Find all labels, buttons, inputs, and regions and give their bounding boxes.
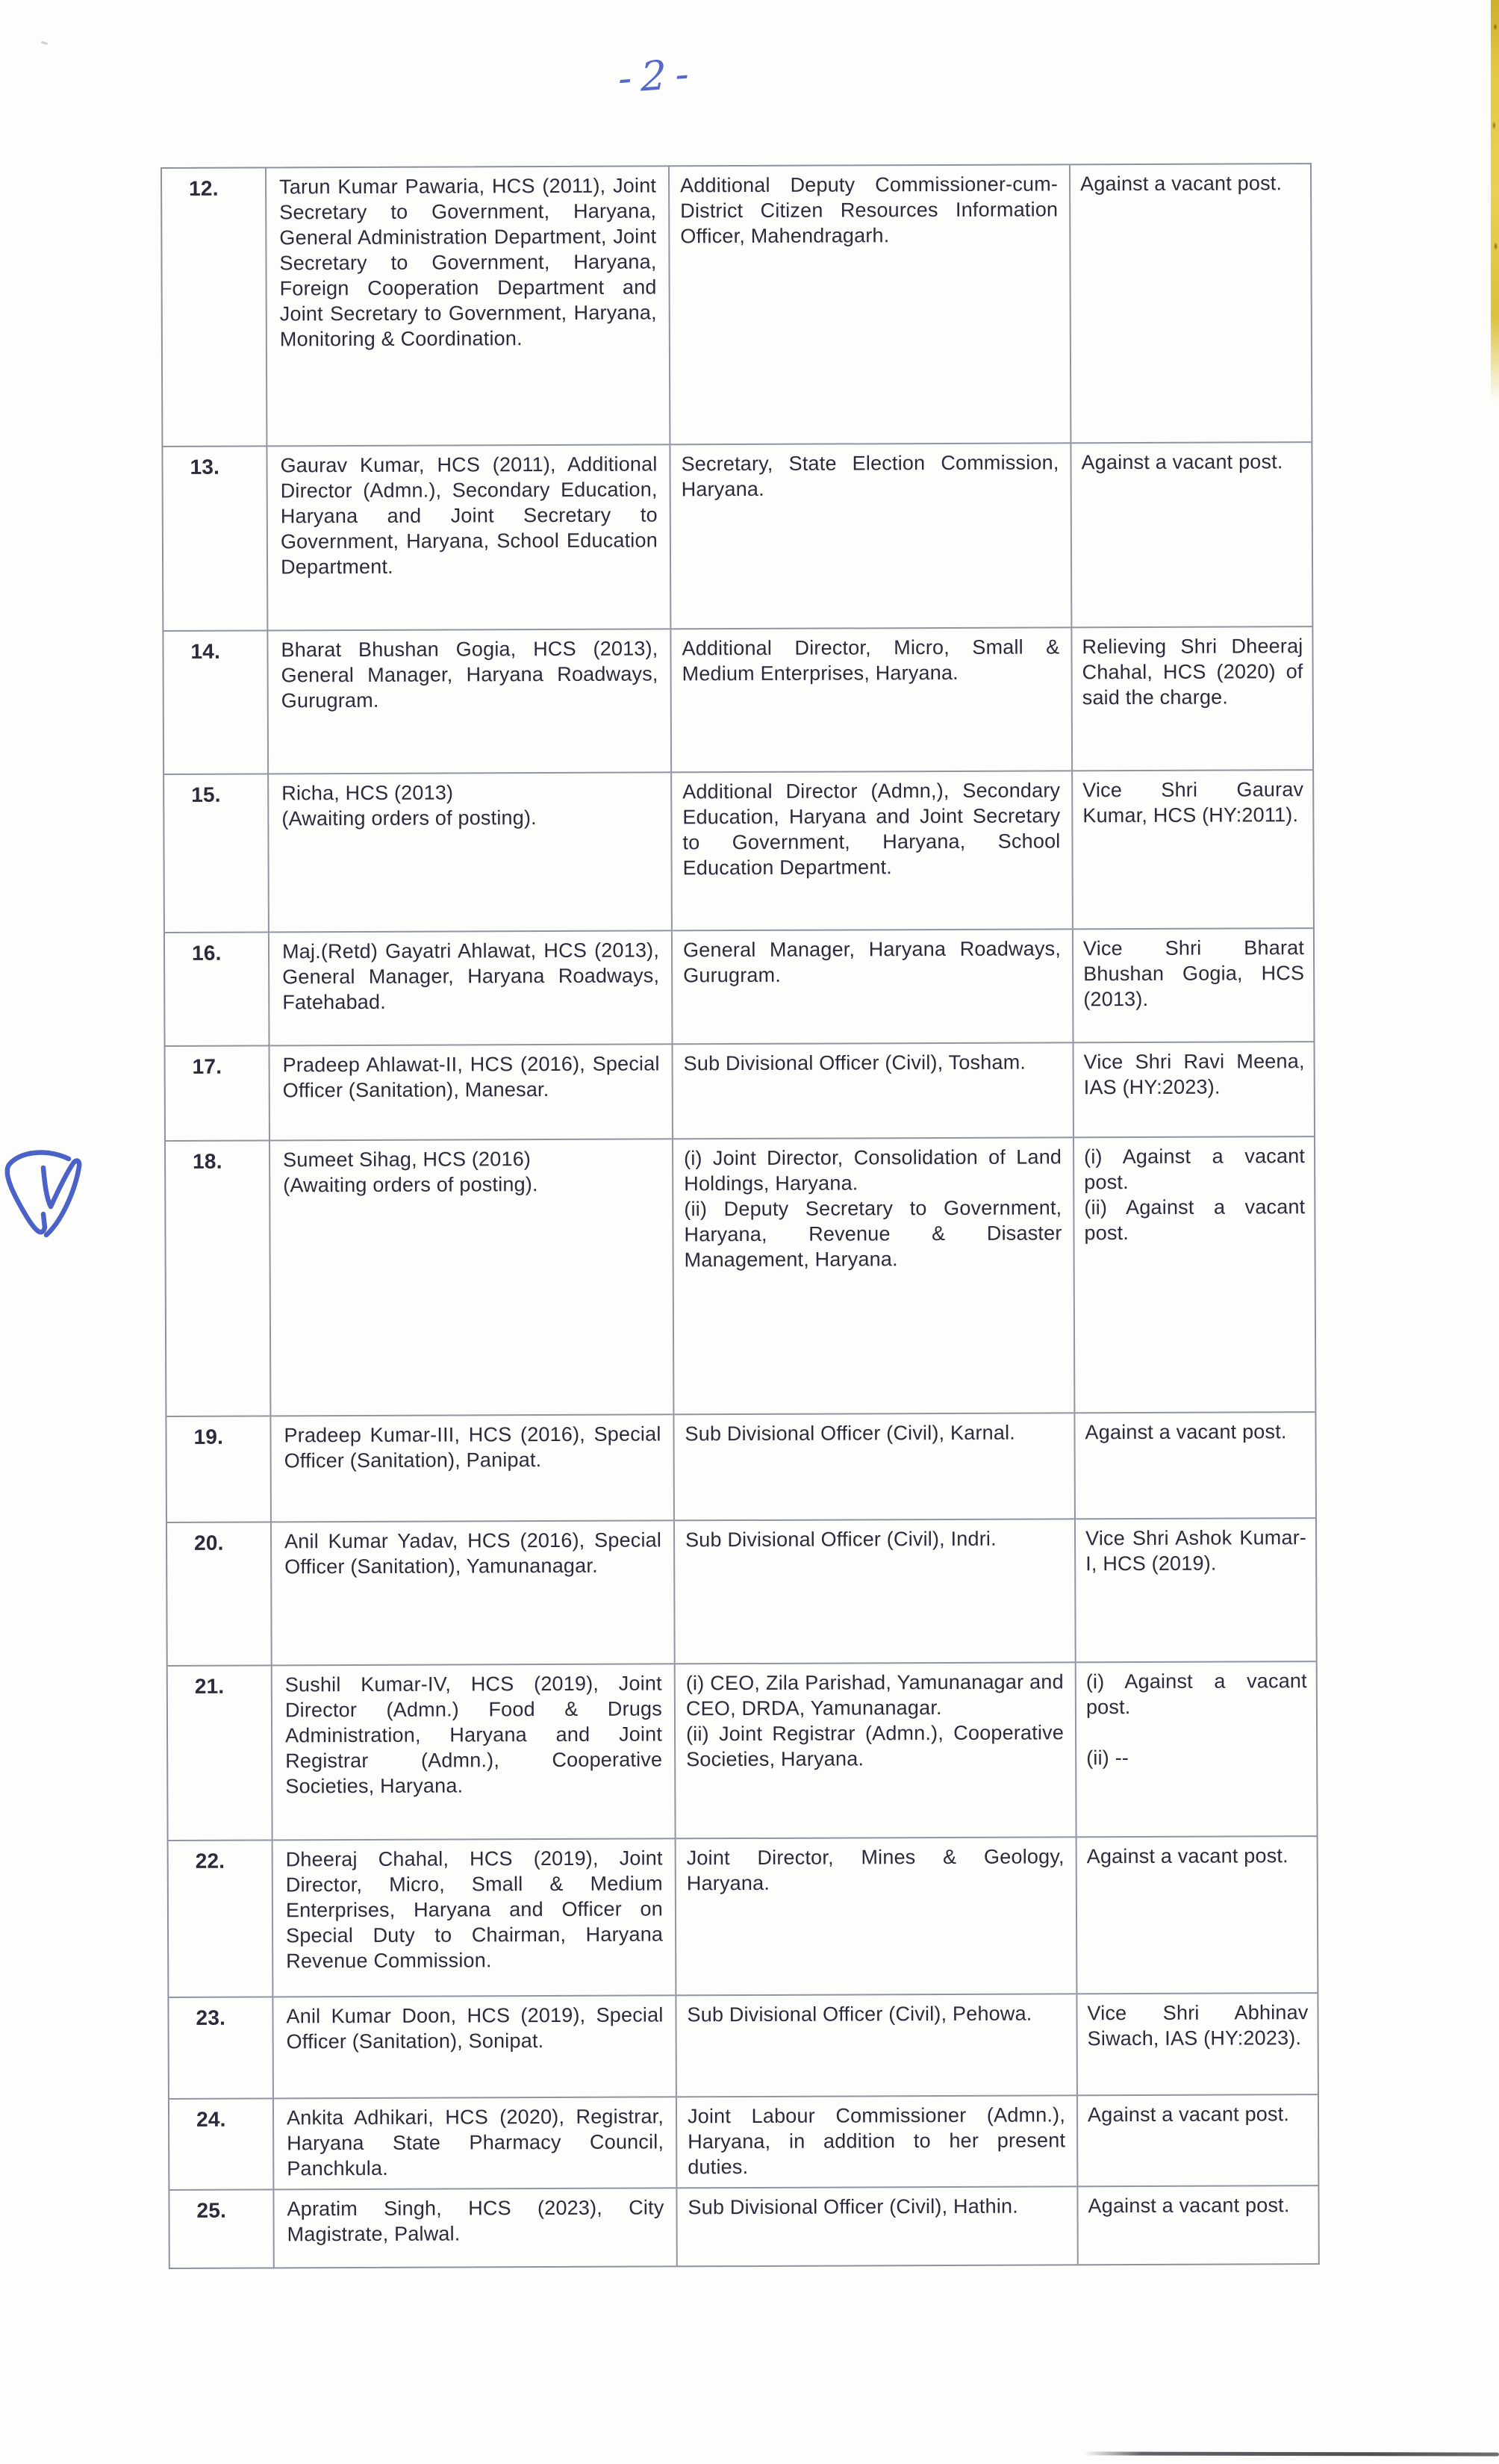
new-posting-cell: Sub Divisional Officer (Civil), Hathin. <box>677 2187 1078 2265</box>
serial-number-cell: 20. <box>167 1522 272 1665</box>
remarks-cell: Vice Shri Ravi Meena, IAS (HY:2023). <box>1083 1050 1305 1099</box>
serial-number-cell: 16. <box>165 933 270 1045</box>
table-row <box>169 1994 1318 2100</box>
postings-table <box>161 163 1320 2269</box>
remarks-cell: Against a vacant post. <box>1087 2103 1290 2127</box>
remarks-cell: Against a vacant post. <box>1081 450 1283 474</box>
table-row <box>162 164 1311 447</box>
new-posting-cell: (i) CEO, Zila Parishad, Yamunanagar and CEO, DRDA, Yamunanagar. (ii) Joint Registrar (Admn.), Cooperative Societies, Haryana. <box>676 1663 1077 1838</box>
table-row <box>166 1413 1315 1523</box>
table-row <box>169 2186 1318 2268</box>
serial-number-cell: 13. <box>163 447 268 630</box>
serial-number-cell: 21. <box>168 1666 273 1840</box>
new-posting-cell: General Manager, Haryana Roadways, Gurugram. <box>673 930 1074 1043</box>
new-posting-cell: Sub Divisional Officer (Civil), Indri. <box>675 1519 1076 1663</box>
remarks-cell: Vice Shri Bharat Bhushan Gogia, HCS (2013). <box>1082 936 1305 1011</box>
remarks-cell: Against a vacant post. <box>1080 172 1283 196</box>
remarks-cell: (i) Against a vacant post. (ii) Against a vacant post. <box>1084 1145 1306 1245</box>
handwritten-checkmark-icon <box>1 1139 99 1266</box>
serial-number-cell: 19. <box>166 1416 272 1522</box>
table-row <box>167 1519 1316 1667</box>
remarks-cell: Against a vacant post. <box>1086 1844 1288 1868</box>
new-posting-cell: Additional Deputy Commissioner-cum-District Citizen Resources Information Officer, Mahendragarh. <box>670 165 1071 444</box>
table-row <box>164 771 1313 933</box>
officer-details-cell: Pradeep Kumar-III, HCS (2016), Special Officer (Sanitation), Panipat. <box>271 1415 675 1521</box>
handwritten-page-number: -2- <box>618 49 698 102</box>
officer-details-cell: Apratim Singh, HCS (2023), City Magistrate, Palwal. <box>274 2188 677 2267</box>
officer-details-cell: Richa, HCS (2013) (Awaiting orders of posting). <box>269 773 673 931</box>
serial-number-cell: 22. <box>169 1841 274 1997</box>
serial-number-cell: 14. <box>163 631 269 774</box>
table-row <box>163 443 1312 632</box>
new-posting-cell: Joint Labour Commissioner (Admn.), Haryana, in addition to her present duties. <box>677 2096 1078 2187</box>
new-posting-cell: Additional Director (Admn,), Secondary Education, Haryana and Joint Secretary to Government, Haryana, School Education Department. <box>672 771 1073 930</box>
new-posting-cell: Sub Divisional Officer (Civil), Karnal. <box>674 1413 1076 1519</box>
new-posting-cell: (i) Joint Director, Consolidation of Land Holdings, Haryana. (ii) Deputy Secretary to Government, Haryana, Revenue & Disaster Management, Haryana. <box>673 1138 1075 1413</box>
serial-number-cell: 12. <box>162 168 267 446</box>
remarks-cell: (i) Against a vacant post. (ii) -- <box>1085 1670 1307 1770</box>
table-row <box>166 1042 1314 1142</box>
officer-details-cell: Gaurav Kumar, HCS (2011), Additional Director (Admn.), Secondary Education, Haryana and Joint Secretary to Government, Haryana, School Education Department. <box>267 445 671 629</box>
serial-number-cell: 15. <box>164 774 269 932</box>
new-posting-cell: Additional Director, Micro, Small & Medium Enterprises, Haryana. <box>671 628 1073 771</box>
officer-details-cell: Maj.(Retd) Gayatri Ahlawat, HCS (2013), General Manager, Haryana Roadways, Fatehabad. <box>269 931 673 1045</box>
page-edge-strip <box>1491 0 1499 403</box>
officer-details-cell: Anil Kumar Doon, HCS (2019), Special Officer (Sanitation), Sonipat. <box>273 1996 677 2097</box>
table-row <box>168 1662 1317 1841</box>
remarks-cell: Vice Shri Abhinav Siwach, IAS (HY:2023). <box>1087 2001 1309 2050</box>
officer-details-cell: Sumeet Sihag, HCS (2016) (Awaiting orders of posting). <box>270 1139 674 1415</box>
new-posting-cell: Sub Divisional Officer (Civil), Pehowa. <box>676 1994 1078 2096</box>
remarks-cell: Vice Shri Ashok Kumar-I, HCS (2019). <box>1085 1526 1307 1575</box>
officer-details-cell: Pradeep Ahlawat-II, HCS (2016), Special Officer (Sanitation), Manesar. <box>270 1045 673 1139</box>
new-posting-cell: Secretary, State Election Commission, Haryana. <box>670 444 1072 628</box>
serial-number-cell: 17. <box>166 1046 270 1140</box>
officer-details-cell: Ankita Adhikari, HCS (2020), Registrar, Haryana State Pharmacy Council, Panchkula. <box>274 2097 677 2188</box>
scan-artifact-line <box>1084 2451 1499 2456</box>
remarks-cell: Against a vacant post. <box>1085 1420 1287 1444</box>
officer-details-cell: Tarun Kumar Pawaria, HCS (2011), Joint Secretary to Government, Haryana, General Administration Department, Joint Secretary to Government, Haryana, Foreign Cooperation Department and Joint Secretary to Government, Haryana, Monitoring & Coordination. <box>267 167 670 445</box>
table-row <box>165 929 1314 1047</box>
remarks-cell: Against a vacant post. <box>1088 2194 1290 2218</box>
table-row <box>163 627 1312 775</box>
serial-number-cell: 25. <box>169 2190 274 2268</box>
remarks-cell: Relieving Shri Dheeraj Chahal, HCS (2020) of said the charge. <box>1082 635 1303 709</box>
remarks-cell: Vice Shri Gaurav Kumar, HCS (HY:2011). <box>1082 778 1304 827</box>
new-posting-cell: Sub Divisional Officer (Civil), Tosham. <box>673 1043 1074 1138</box>
serial-number-cell: 24. <box>169 2099 274 2189</box>
serial-number-cell: 23. <box>169 1997 274 2098</box>
officer-details-cell: Dheeraj Chahal, HCS (2019), Joint Director, Micro, Small & Medium Enterprises, Haryana and Officer on Special Duty to Chairman, Haryana Revenue Commission. <box>273 1839 677 1996</box>
officer-details-cell: Anil Kumar Yadav, HCS (2016), Special Officer (Sanitation), Yamunanagar. <box>272 1521 676 1664</box>
table-row <box>166 1137 1315 1417</box>
new-posting-cell: Joint Director, Mines & Geology, Haryana. <box>676 1838 1078 1994</box>
table-row <box>169 2095 1318 2191</box>
serial-number-cell: 18. <box>166 1141 271 1416</box>
officer-details-cell: Sushil Kumar-IV, HCS (2019), Joint Director (Admn.) Food & Drugs Administration, Haryana and Joint Registrar (Admn.), Cooperative Societies, Haryana. <box>272 1664 676 1839</box>
table-row <box>169 1837 1318 1998</box>
officer-details-cell: Bharat Bhushan Gogia, HCS (2013), General Manager, Haryana Roadways, Gurugram. <box>268 629 672 773</box>
scan-speck <box>41 41 48 46</box>
